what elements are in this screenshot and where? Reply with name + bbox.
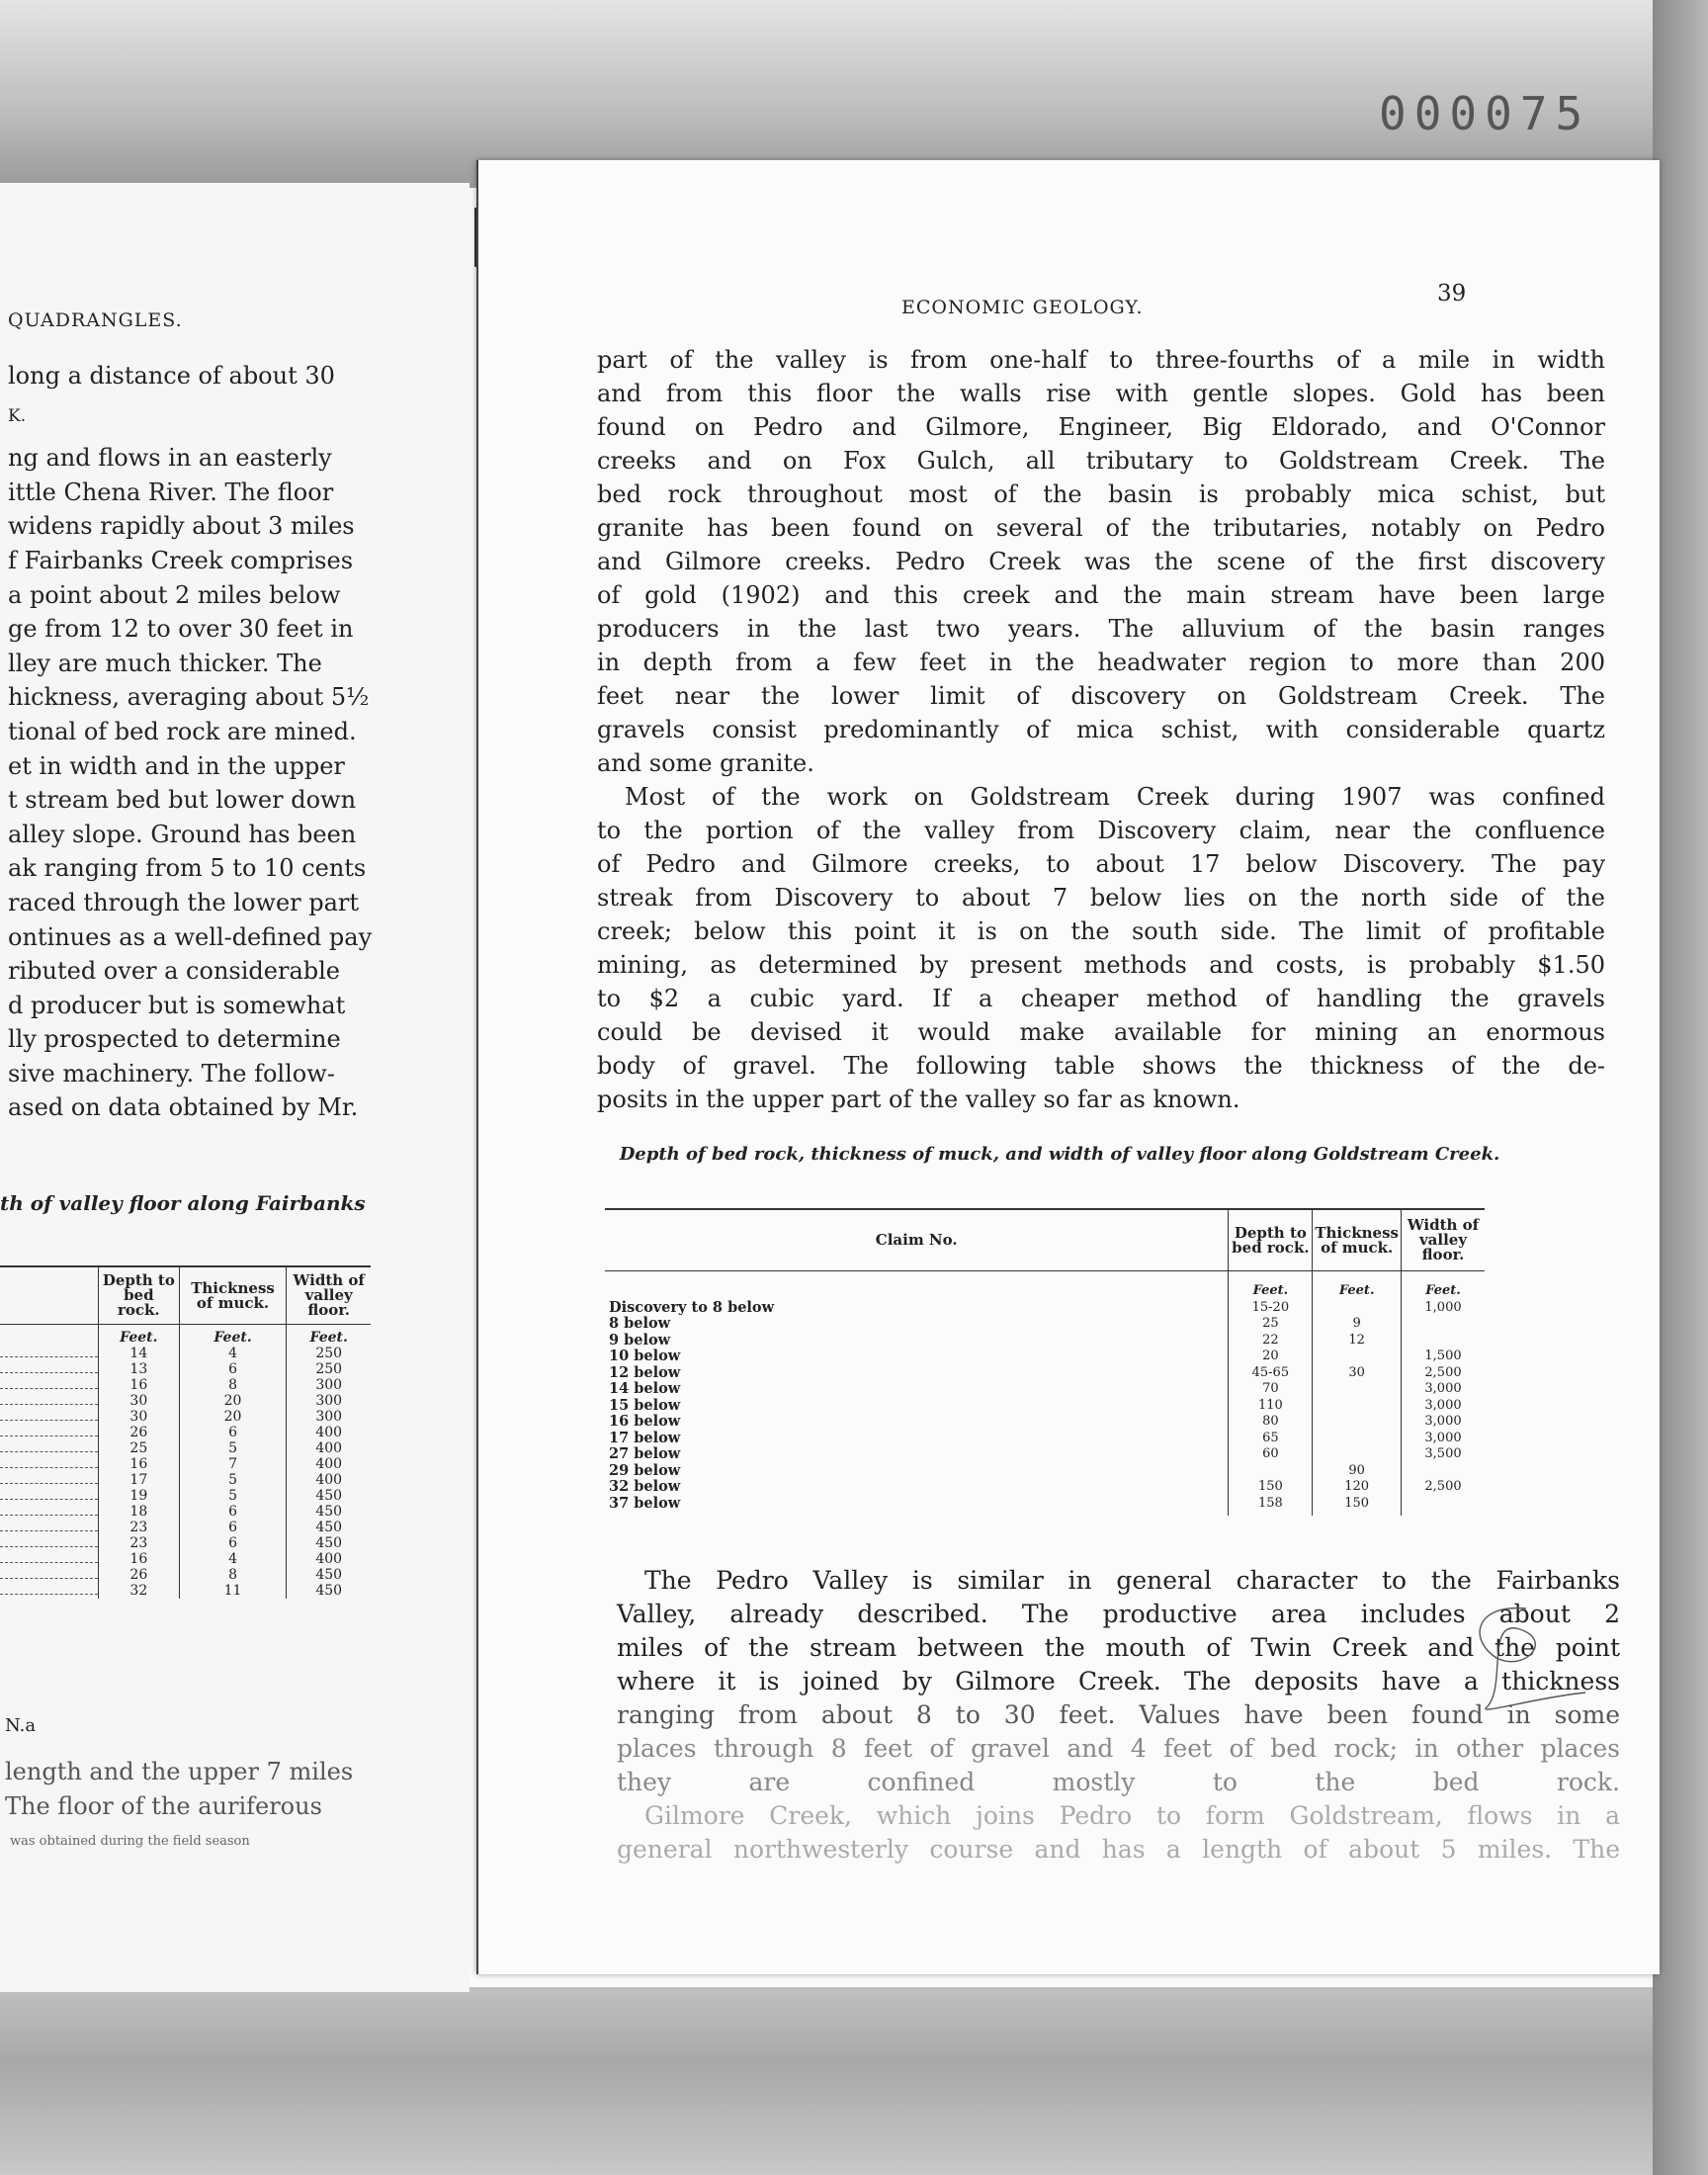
unit: Feet. bbox=[1313, 1271, 1402, 1300]
para3-line: ranging from about 8 to 30 feet. Values have been found in some bbox=[617, 1700, 1620, 1729]
table-cell: 16 bbox=[99, 1456, 180, 1472]
table-cell: 18 bbox=[99, 1504, 180, 1520]
table-row bbox=[0, 1393, 371, 1409]
para1-line: and some granite. bbox=[597, 749, 814, 777]
para2-line: of Pedro and Gilmore creeks, to about 17 below Discovery. The pay bbox=[597, 850, 1605, 878]
leader-dots bbox=[0, 1583, 99, 1599]
table-cell: 6 bbox=[179, 1520, 287, 1535]
claim-cell: 17 below bbox=[609, 1429, 681, 1446]
para1-line: feet near the lower limit of discovery on Goldstream Creek. The bbox=[597, 682, 1605, 710]
left-text-line: long a distance of about 30 bbox=[8, 362, 335, 390]
left-text-line: hickness, averaging about 5½ bbox=[8, 683, 370, 712]
scan-right-edge bbox=[1653, 0, 1708, 2175]
table-row bbox=[605, 1381, 1485, 1398]
goldstream-table-caption: Depth of bed rock, thickness of muck, and width of valley floor along Goldstream Creek. bbox=[619, 1144, 1500, 1165]
leader-dots bbox=[0, 1425, 99, 1440]
left-unit: Feet. bbox=[179, 1325, 287, 1347]
table-cell: 3,000 bbox=[1402, 1431, 1486, 1447]
leader-dots bbox=[0, 1409, 99, 1425]
leader-dots bbox=[0, 1377, 99, 1393]
para1-line: and from this floor the walls rise with gentle slopes. Gold has been bbox=[597, 380, 1605, 407]
left-footnote-mark: N.a bbox=[5, 1715, 37, 1736]
table-cell: 300 bbox=[287, 1377, 371, 1393]
table-cell bbox=[1402, 1463, 1486, 1480]
para2-line: could be devised it would make available for mining an enormous bbox=[597, 1018, 1605, 1046]
table-cell: 15-20 bbox=[1229, 1300, 1313, 1317]
table-cell: 450 bbox=[287, 1567, 371, 1583]
left-text-line: tional of bed rock are mined. bbox=[8, 717, 357, 745]
table-cell: 2,500 bbox=[1402, 1365, 1486, 1382]
table-cell: 17 bbox=[99, 1472, 180, 1488]
table-cell: 400 bbox=[287, 1456, 371, 1472]
left-col-width: Width of valley floor. bbox=[287, 1266, 371, 1325]
table-cell: 400 bbox=[287, 1551, 371, 1567]
leader-dots bbox=[0, 1520, 99, 1535]
left-text-line: ittle Chena River. The floor bbox=[8, 478, 334, 506]
table-row bbox=[0, 1346, 371, 1361]
table-cell: 25 bbox=[1229, 1316, 1313, 1333]
left-text-line: widens rapidly about 3 miles bbox=[8, 512, 355, 541]
table-cell: 120 bbox=[1313, 1479, 1402, 1496]
leader-dots bbox=[0, 1361, 99, 1377]
page-stamp: 000075 bbox=[1379, 87, 1591, 140]
claim-cell: 12 below bbox=[609, 1363, 681, 1381]
table-cell bbox=[1313, 1446, 1402, 1463]
table-row bbox=[605, 1398, 1485, 1415]
left-blank-header bbox=[0, 1266, 99, 1325]
table-cell: 110 bbox=[1229, 1398, 1313, 1415]
table-cell: 65 bbox=[1229, 1431, 1313, 1447]
units-spacer bbox=[605, 1271, 1229, 1300]
table-row bbox=[0, 1440, 371, 1456]
table-row bbox=[0, 1504, 371, 1520]
table-row bbox=[0, 1567, 371, 1583]
unit: Feet. bbox=[1402, 1271, 1486, 1300]
table-cell: 26 bbox=[99, 1567, 180, 1583]
para2-line: posits in the upper part of the valley so far as known. bbox=[597, 1086, 1240, 1113]
leader-dots bbox=[0, 1346, 99, 1361]
leader-dots bbox=[0, 1535, 99, 1551]
left-footnote: was obtained during the field season bbox=[10, 1834, 250, 1849]
left-text-line: lley are much thicker. The bbox=[8, 649, 322, 677]
left-unit: Feet. bbox=[99, 1325, 180, 1347]
table-row bbox=[0, 1551, 371, 1567]
table-cell bbox=[1313, 1381, 1402, 1398]
pencil-scribble bbox=[1447, 1599, 1595, 1717]
left-units-spacer bbox=[0, 1325, 99, 1347]
left-text-line: ak ranging from 5 to 10 cents bbox=[8, 854, 367, 883]
para2-line: Most of the work on Goldstream Creek during 1907 was confined bbox=[625, 783, 1605, 811]
leader-dots bbox=[0, 1440, 99, 1456]
table-row bbox=[605, 1333, 1485, 1349]
table-cell: 30 bbox=[99, 1409, 180, 1425]
table-cell bbox=[1402, 1316, 1486, 1333]
left-col-muck: Thickness of muck. bbox=[179, 1266, 287, 1325]
left-unit: Feet. bbox=[287, 1325, 371, 1347]
scan-bottom-edge bbox=[0, 1987, 1708, 2175]
table-row bbox=[605, 1446, 1485, 1463]
para2-line: body of gravel. The following table shows the thickness of the de- bbox=[597, 1052, 1605, 1080]
claim-cell: 8 below bbox=[609, 1315, 671, 1332]
table-cell: 14 bbox=[99, 1346, 180, 1361]
table-cell: 16 bbox=[99, 1377, 180, 1393]
col-muck: Thickness of muck. bbox=[1313, 1209, 1402, 1271]
table-row bbox=[605, 1431, 1485, 1447]
table-cell: 3,000 bbox=[1402, 1414, 1486, 1431]
left-k-mark: K. bbox=[8, 405, 27, 426]
para3-line: places through 8 feet of gravel and 4 feet of bed rock; in other places bbox=[617, 1734, 1620, 1763]
para3-line: they are confined mostly to the bed rock. bbox=[617, 1768, 1620, 1796]
left-text-line: ased on data obtained by Mr. bbox=[8, 1093, 359, 1122]
table-cell: 26 bbox=[99, 1425, 180, 1440]
table-cell: 45-65 bbox=[1229, 1365, 1313, 1382]
left-text-line: a point about 2 miles below bbox=[8, 580, 341, 609]
fairbanks-table bbox=[0, 1265, 371, 1599]
table-cell: 6 bbox=[179, 1425, 287, 1440]
claim-cell: 9 below bbox=[609, 1331, 671, 1348]
table-cell: 250 bbox=[287, 1346, 371, 1361]
leader-dots bbox=[0, 1472, 99, 1488]
table-cell: 5 bbox=[179, 1440, 287, 1456]
table-row bbox=[605, 1365, 1485, 1382]
unit: Feet. bbox=[1229, 1271, 1313, 1300]
table-row bbox=[605, 1348, 1485, 1365]
para4-line: general northwesterly course and has a length of about 5 miles. The bbox=[617, 1835, 1620, 1864]
table-cell: 19 bbox=[99, 1488, 180, 1504]
para2-line: mining, as determined by present methods and costs, is probably $1.50 bbox=[597, 951, 1605, 979]
para1-line: of gold (1902) and this creek and the main stream have been large bbox=[597, 581, 1605, 609]
table-cell: 1,500 bbox=[1402, 1348, 1486, 1365]
table-cell: 11 bbox=[179, 1583, 287, 1599]
claim-cell: 37 below bbox=[609, 1494, 681, 1512]
left-text-line: raced through the lower part bbox=[8, 888, 360, 916]
table-cell bbox=[1229, 1463, 1313, 1480]
table-row bbox=[0, 1425, 371, 1440]
table-cell: 25 bbox=[99, 1440, 180, 1456]
table-cell: 4 bbox=[179, 1551, 287, 1567]
right-body-text bbox=[597, 343, 1605, 1116]
left-col-depth: Depth to bed rock. bbox=[99, 1266, 180, 1325]
table-cell: 6 bbox=[179, 1361, 287, 1377]
left-text-line: ontinues as a well-defined pay bbox=[8, 922, 373, 951]
table-cell: 450 bbox=[287, 1504, 371, 1520]
table-cell bbox=[1402, 1333, 1486, 1349]
claim-cell: 10 below bbox=[609, 1348, 681, 1364]
para1-line: found on Pedro and Gilmore, Engineer, Big Eldorado, and O'Connor bbox=[597, 413, 1605, 441]
table-row bbox=[0, 1409, 371, 1425]
table-row bbox=[0, 1361, 371, 1377]
table-row bbox=[0, 1583, 371, 1599]
table-cell: 3,000 bbox=[1402, 1398, 1486, 1415]
table-cell: 22 bbox=[1229, 1333, 1313, 1349]
table-cell: 6 bbox=[179, 1535, 287, 1551]
table-cell: 80 bbox=[1229, 1414, 1313, 1431]
table-cell: 400 bbox=[287, 1440, 371, 1456]
claim-cell: 32 below bbox=[609, 1478, 681, 1495]
col-claim: Claim No. bbox=[875, 1231, 958, 1249]
table-cell: 20 bbox=[179, 1409, 287, 1425]
table-cell: 150 bbox=[1313, 1496, 1402, 1517]
table-cell: 8 bbox=[179, 1567, 287, 1583]
para1-line: bed rock throughout most of the basin is probably mica schist, but bbox=[597, 480, 1605, 508]
table-cell: 2,500 bbox=[1402, 1479, 1486, 1496]
left-text-line: d producer but is somewhat bbox=[8, 991, 346, 1019]
table-cell: 450 bbox=[287, 1488, 371, 1504]
table-row bbox=[0, 1488, 371, 1504]
table-row bbox=[605, 1316, 1485, 1333]
para2-line: to the portion of the valley from Discovery claim, near the confluence bbox=[597, 817, 1605, 844]
table-row bbox=[0, 1377, 371, 1393]
para3-line: miles of the stream between the mouth of Twin Creek and the point bbox=[617, 1633, 1620, 1662]
table-cell: 8 bbox=[179, 1377, 287, 1393]
table-cell: 150 bbox=[1229, 1479, 1313, 1496]
left-text-line: ributed over a considerable bbox=[8, 957, 340, 986]
table-cell: 300 bbox=[287, 1393, 371, 1409]
table-cell: 3,000 bbox=[1402, 1381, 1486, 1398]
table-cell bbox=[1402, 1496, 1486, 1517]
para1-line: creeks and on Fox Gulch, all tributary to Goldstream Creek. The bbox=[597, 447, 1605, 475]
table-row bbox=[0, 1472, 371, 1488]
left-faint-text bbox=[5, 1755, 353, 1824]
left-text-line: f Fairbanks Creek comprises bbox=[8, 546, 354, 574]
para3-line: Valley, already described. The productive area includes about 2 bbox=[617, 1600, 1620, 1628]
table-cell: 5 bbox=[179, 1472, 287, 1488]
para3-line: where it is joined by Gilmore Creek. The deposits have a thickness bbox=[617, 1667, 1620, 1696]
claim-cell: 29 below bbox=[609, 1461, 681, 1479]
leader-dots bbox=[0, 1504, 99, 1520]
col-depth: Depth to bed rock. bbox=[1229, 1209, 1313, 1271]
table-cell: 20 bbox=[1229, 1348, 1313, 1365]
table-cell: 158 bbox=[1229, 1496, 1313, 1517]
left-page bbox=[0, 183, 470, 1992]
para1-line: part of the valley is from one-half to three-fourths of a mile in width bbox=[597, 346, 1605, 374]
left-text-line: et in width and in the upper bbox=[8, 751, 345, 780]
table-cell: 450 bbox=[287, 1520, 371, 1535]
claim-cell: 15 below bbox=[609, 1396, 681, 1414]
table-cell bbox=[1313, 1414, 1402, 1431]
right-running-header: ECONOMIC GEOLOGY. bbox=[901, 297, 1144, 318]
table-row bbox=[0, 1535, 371, 1551]
table-cell: 70 bbox=[1229, 1381, 1313, 1398]
table-cell: 9 bbox=[1313, 1316, 1402, 1333]
para2-line: streak from Discovery to about 7 below lies on the north side of the bbox=[597, 884, 1605, 912]
left-text-line: ge from 12 to over 30 feet in bbox=[8, 615, 354, 644]
table-cell: 6 bbox=[179, 1504, 287, 1520]
table-cell: 20 bbox=[179, 1393, 287, 1409]
table-cell: 32 bbox=[99, 1583, 180, 1599]
table-cell bbox=[1313, 1398, 1402, 1415]
table-cell: 400 bbox=[287, 1472, 371, 1488]
right-page bbox=[476, 160, 1660, 1974]
left-running-header: QUADRANGLES. bbox=[8, 309, 183, 331]
left-text-line: sive machinery. The follow- bbox=[8, 1059, 335, 1088]
leader-dots bbox=[0, 1393, 99, 1409]
table-row bbox=[605, 1414, 1485, 1431]
claim-cell: Discovery to 8 below bbox=[609, 1298, 775, 1316]
table-row bbox=[605, 1479, 1485, 1496]
para2-line: to $2 a cubic yard. If a cheaper method of handling the gravels bbox=[597, 985, 1605, 1012]
table-cell: 450 bbox=[287, 1583, 371, 1599]
table-row bbox=[605, 1300, 1485, 1317]
para1-line: in depth from a few feet in the headwater region to more than 200 bbox=[597, 649, 1605, 676]
table-cell: 23 bbox=[99, 1535, 180, 1551]
table-cell: 12 bbox=[1313, 1333, 1402, 1349]
table-cell: 3,500 bbox=[1402, 1446, 1486, 1463]
leader-dots bbox=[0, 1567, 99, 1583]
leader-dots bbox=[0, 1488, 99, 1504]
claim-cell: 14 below bbox=[609, 1380, 681, 1397]
para4-line: Gilmore Creek, which joins Pedro to form Goldstream, flows in a bbox=[644, 1801, 1620, 1830]
left-body-text bbox=[8, 359, 463, 1125]
left-text-line: t stream bed but lower down bbox=[8, 786, 357, 815]
table-cell: 30 bbox=[99, 1393, 180, 1409]
goldstream-table bbox=[605, 1208, 1485, 1516]
table-cell: 4 bbox=[179, 1346, 287, 1361]
table-cell: 30 bbox=[1313, 1365, 1402, 1382]
table-cell: 400 bbox=[287, 1425, 371, 1440]
table-cell: 450 bbox=[287, 1535, 371, 1551]
para1-line: and Gilmore creeks. Pedro Creek was the scene of the first discovery bbox=[597, 548, 1605, 575]
para2-line: creek; below this point it is on the south side. The limit of profitable bbox=[597, 917, 1605, 945]
claim-cell: 16 below bbox=[609, 1413, 681, 1430]
col-width: Width of valley floor. bbox=[1402, 1209, 1486, 1271]
page-number: 39 bbox=[1437, 281, 1467, 306]
left-table-caption: th of valley floor along Fairbanks bbox=[0, 1191, 366, 1215]
left-faint-line: length and the upper 7 miles bbox=[5, 1758, 354, 1785]
table-cell bbox=[1313, 1300, 1402, 1317]
table-cell: 1,000 bbox=[1402, 1300, 1486, 1317]
table-row bbox=[0, 1456, 371, 1472]
para1-line: producers in the last two years. The alluvium of the basin ranges bbox=[597, 615, 1605, 643]
left-text-line: ng and flows in an easterly bbox=[8, 444, 332, 473]
table-cell: 7 bbox=[179, 1456, 287, 1472]
table-cell: 60 bbox=[1229, 1446, 1313, 1463]
table-cell: 5 bbox=[179, 1488, 287, 1504]
table-row bbox=[605, 1496, 1485, 1517]
para1-line: gravels consist predominantly of mica schist, with considerable quartz bbox=[597, 716, 1605, 743]
left-text-line: alley slope. Ground has been bbox=[8, 820, 357, 848]
table-cell: 250 bbox=[287, 1361, 371, 1377]
claim-cell: 27 below bbox=[609, 1445, 681, 1462]
leader-dots bbox=[0, 1456, 99, 1472]
leader-dots bbox=[0, 1551, 99, 1567]
table-row bbox=[605, 1463, 1485, 1480]
left-text-line: lly prospected to determine bbox=[8, 1025, 341, 1054]
para3-line: The Pedro Valley is similar in general character to the Fairbanks bbox=[644, 1566, 1620, 1595]
table-cell: 90 bbox=[1313, 1463, 1402, 1480]
table-cell: 300 bbox=[287, 1409, 371, 1425]
table-cell: 23 bbox=[99, 1520, 180, 1535]
para1-line: granite has been found on several of the tributaries, notably on Pedro bbox=[597, 514, 1605, 542]
left-faint-line: The floor of the auriferous bbox=[5, 1792, 322, 1820]
table-row bbox=[0, 1520, 371, 1535]
table-cell: 16 bbox=[99, 1551, 180, 1567]
table-cell bbox=[1313, 1431, 1402, 1447]
table-cell: 13 bbox=[99, 1361, 180, 1377]
table-cell bbox=[1313, 1348, 1402, 1365]
